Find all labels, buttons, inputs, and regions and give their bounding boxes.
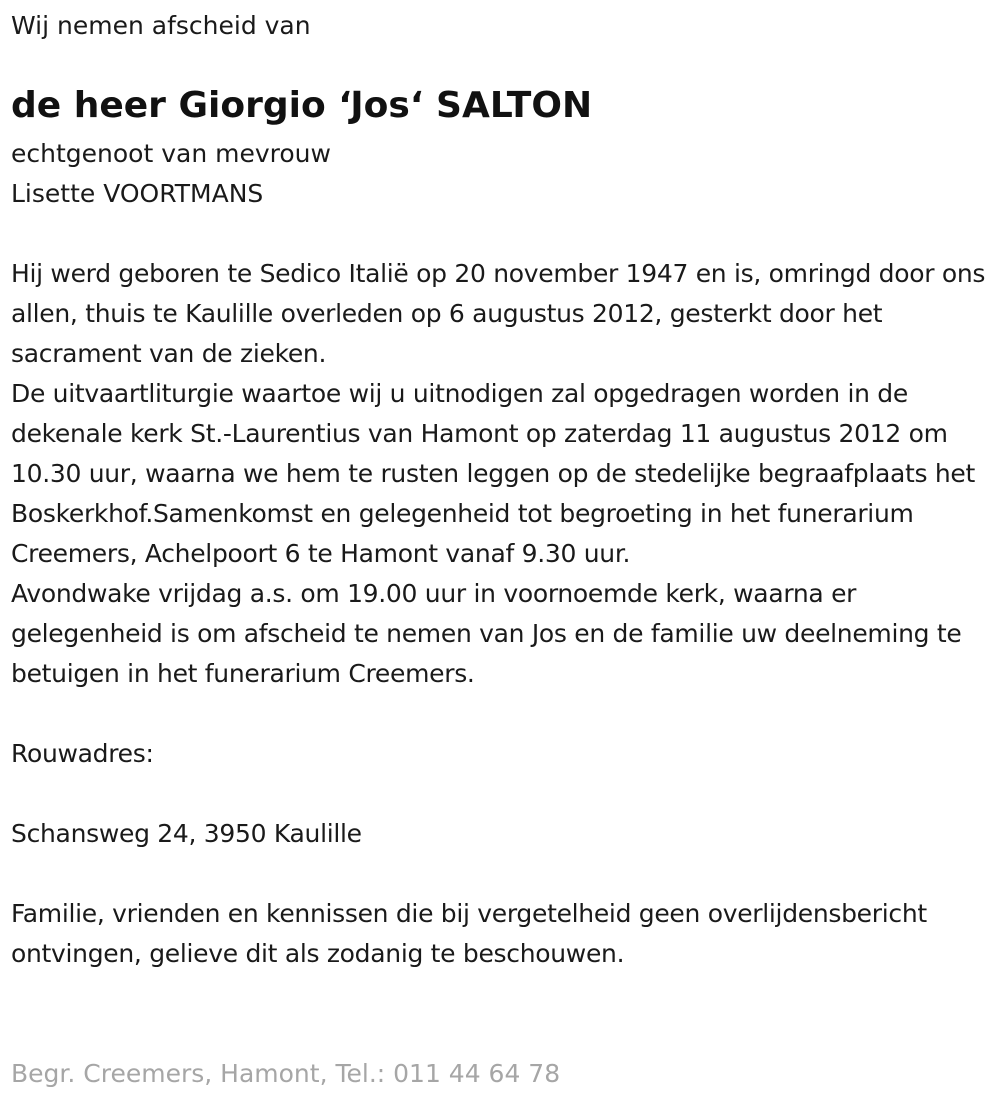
spouse-line-1: echtgenoot van mevrouw [11,139,331,168]
spacer [11,694,986,734]
closing-paragraph: Familie, vrienden en kennissen die bij vergetelheid geen overlijdensbericht ontvingen, gelieve dit als zodanig te beschouwen. [11,899,927,968]
wake-paragraph: Avondwake vrijdag a.s. om 19.00 uur in voornoemde kerk, waarna er gelegenheid is om afscheid te nemen van Jos en de familie uw deelneming te betuigen in het funerarium Creemers. [11,579,962,688]
birth-death-paragraph: Hij werd geboren te Sedico Italië op 20 november 1947 en is, omringd door ons allen, thuis te Kaulille overleden op 6 augustus 2012, gesterkt door het sacrament van de zieken. [11,259,986,368]
spacer [11,854,986,894]
spacer [11,774,986,814]
spouse-line-2: Lisette VOORTMANS [11,179,264,208]
spouse-block [11,134,331,214]
funeral-paragraph: De uitvaartliturgie waartoe wij u uitnodigen zal opgedragen worden in de dekenale kerk St.-Laurentius van Hamont op zaterdag 11 augustus 2012 om 10.30 uur, waarna we hem te rusten leggen op de stedelijke begraafplaats het Boskerkhof.Samenkomst en gelegenheid tot begroeting in het funerarium Creemers, Achelpoort 6 te Hamont vanaf 9.30 uur. [11,379,976,568]
funeral-home-footer: Begr. Creemers, Hamont, Tel.: 011 44 64 78 [11,1059,561,1088]
notice-body [11,254,986,974]
intro-text: Wij nemen afscheid van [11,11,311,40]
deceased-name: de heer Giorgio ‘Jos‘ SALTON [11,85,593,126]
address: Schansweg 24, 3950 Kaulille [11,819,362,848]
address-label: Rouwadres: [11,739,154,768]
